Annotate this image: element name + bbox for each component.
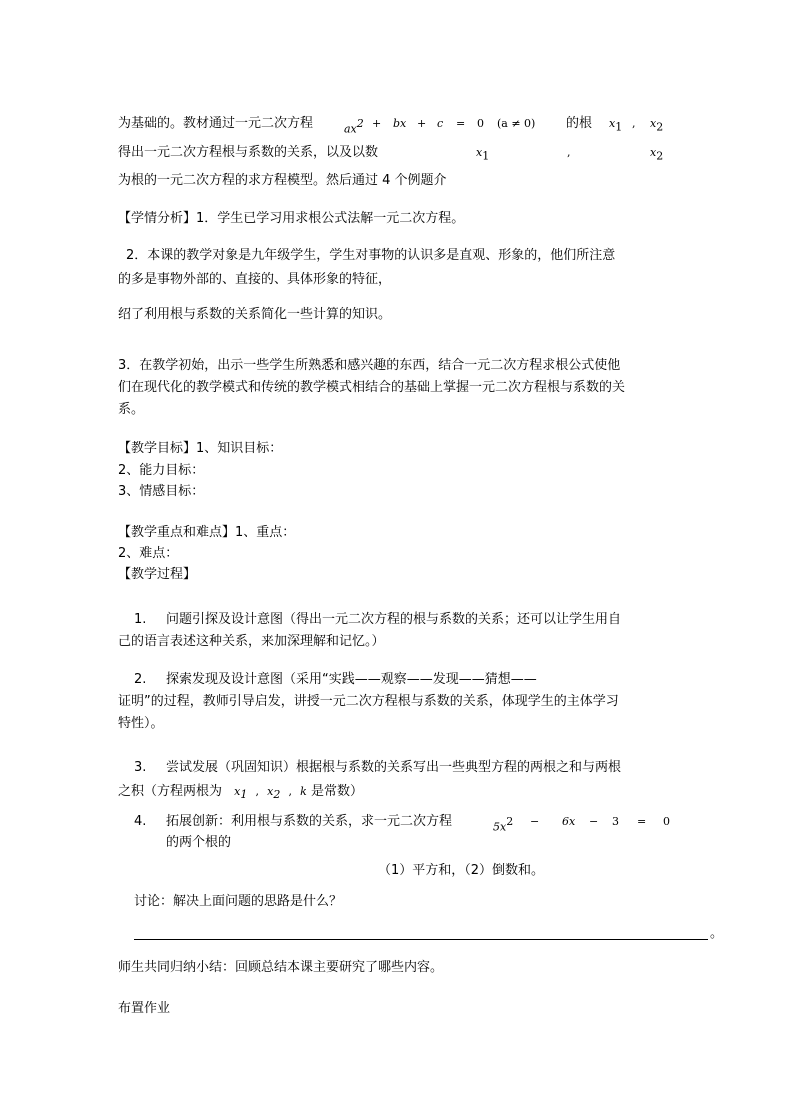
eq-exponent: 2	[356, 117, 364, 130]
goal-emotion: 3、情感目标：	[118, 484, 205, 499]
step4-term-6x: 6x	[562, 815, 576, 828]
intro-text: 为基础的。教材通过一元二次方程	[118, 116, 314, 131]
analysis-heading: 【学情分析】1．学生已学习用求根公式法解一元二次方程。	[118, 211, 465, 226]
eq-plus-2: +	[417, 117, 427, 130]
step-4-line3: （1）平方和，（2）倒数和。	[378, 863, 545, 878]
root-comma: ,	[632, 117, 636, 130]
summary-text: 师生共同归纳小结：回顾总结本课主要研究了哪些内容。	[118, 960, 444, 975]
analysis-p3-line3: 系。	[118, 402, 145, 417]
intro-line-2: 得出一元二次方程根与系数的关系，以及以数	[118, 145, 379, 160]
keypoint-difficulty: 2、难点：	[118, 546, 179, 561]
eq-zero: 0	[477, 117, 484, 130]
eq-term-a: ax	[344, 122, 357, 136]
step-1-line1: 问题引探及设计意图（得出一元二次方程的根与系数的关系；还可以让学生用自	[166, 612, 622, 627]
eq-condition: (a ≠ 0)	[497, 117, 536, 130]
intro-line-1	[118, 116, 313, 132]
analysis-p2-line2: 的多是事物外部的、直接的、具体形象的特征，	[118, 272, 392, 287]
intro-root-text: 的根	[566, 116, 593, 131]
step-1-number: 1.	[134, 612, 147, 627]
goal-ability: 2、能力目标：	[118, 463, 205, 478]
step-4-line2: 的两个根的	[166, 835, 232, 850]
intro-line-3: 为根的一元二次方程的求方程模型。然后通过 4 个例题介	[118, 173, 447, 188]
step4-term-5x: $5x^2$	[493, 815, 514, 834]
eq-term-b: bx	[393, 117, 407, 130]
step-3-line1: 尝试发展（巩固知识）根据根与系数的关系写出一些典型方程的两根之和与两根	[166, 760, 622, 775]
step4-zero: 0	[663, 815, 670, 828]
step4-minus-1: −	[530, 815, 540, 828]
step-3-line2: 之积（方程两根为 $x_1$ , $x_2$ , k 是常数）	[118, 784, 363, 802]
eq-term-c: c	[437, 117, 444, 130]
step-2-line2: 证明”的过程，教师引导启发，讲授一元二次方程根与系数的关系，体现学生的主体学习	[118, 694, 619, 709]
process-heading: 【教学过程】	[118, 567, 197, 582]
step3-k: k	[300, 785, 307, 798]
equation	[344, 116, 364, 137]
step3-x2: $x_2$	[267, 785, 281, 802]
homework-heading: 布置作业	[118, 1001, 171, 1016]
discussion-question: 讨论：解决上面问题的思路是什么？	[134, 894, 343, 909]
step4-equals: =	[637, 815, 647, 828]
eq-plus-1: +	[372, 117, 382, 130]
step4-minus-2: −	[589, 815, 599, 828]
analysis-p3-line1: 3．在教学初始，出示一些学生所熟悉和感兴趣的东西，结合一元二次方程求根公式使他	[118, 358, 621, 373]
analysis-p2-line1: 2．本课的教学对象是九年级学生，学生对事物的认识多是直观、形象的，他们所注意	[126, 248, 616, 263]
line2-comma: ,	[567, 146, 571, 159]
step-1-line2: 己的语言表述这种关系，来加深理解和记忆。）	[118, 634, 385, 649]
goals-heading: 【教学目标】1、知识目标：	[118, 441, 283, 456]
step4-const-3: 3	[612, 815, 619, 828]
answer-blank-line	[134, 939, 708, 940]
step-4-number: 4.	[134, 814, 147, 829]
step-2-line1: 探索发现及设计意图（采用“实践——观察——发现——猜想——	[166, 672, 537, 687]
eq-equals: =	[456, 117, 466, 130]
analysis-p2-line3: 绍了利用根与系数的关系简化一些计算的知识。	[118, 307, 392, 322]
analysis-p3-line2: 们在现代化的教学模式和传统的教学模式相结合的基础上掌握一元二次方程根与系数的关	[118, 380, 626, 395]
step-3-number: 3.	[134, 760, 147, 775]
line2-x2: $x_2$	[650, 146, 664, 163]
root-x2: $x_2$	[650, 117, 664, 134]
step-2-number: 2.	[134, 672, 147, 687]
root-x1: $x_1$	[609, 117, 623, 134]
step-4-line1: 拓展创新：利用根与系数的关系，求一元二次方程	[166, 814, 453, 829]
step3-x1: $x_1$	[234, 785, 248, 802]
step-2-line3: 特性）。	[118, 716, 164, 731]
line2-x1: $x_1$	[476, 146, 490, 163]
keypoints-heading: 【教学重点和难点】1、重点：	[118, 525, 296, 540]
answer-period: 。	[710, 926, 724, 941]
